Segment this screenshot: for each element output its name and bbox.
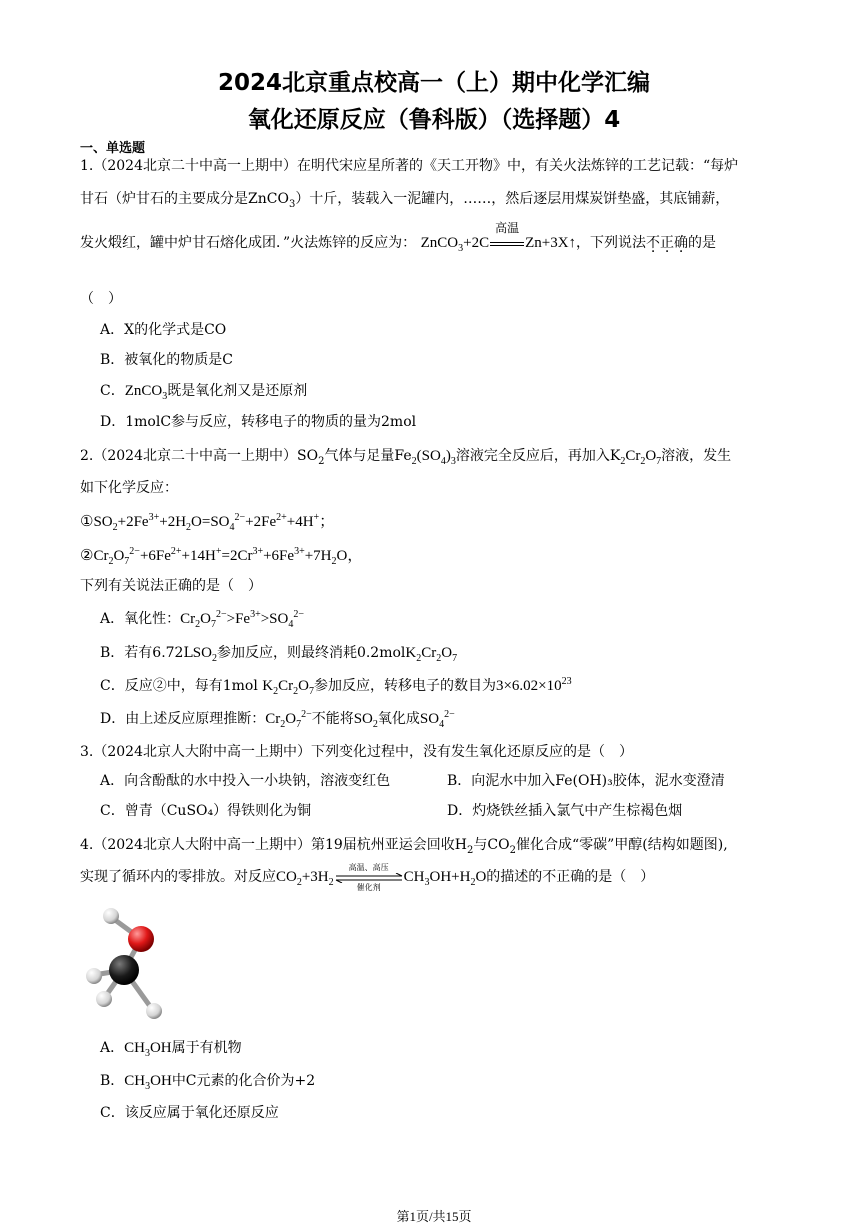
q1-equation: ZnCO$_3$+2C 高温 Zn+3X↑ [420,221,577,254]
q1-line1: 1.（2024北京二十中高一上期中）在明代宋应星所著的《天工开物》中，有关火法炼锌的工艺记载：“每炉 [80,158,739,174]
q4-line1: 4.（2024北京人大附中高一上期中）第19届杭州亚运会回收$H_2$与$CO_2$催化合成“零碳”甲醇(结构如题图), [80,837,728,856]
q1-not-emphasis: 不正确 [646,235,689,251]
q1-line2: 甘石（炉甘石的主要成分是ZnCO$_3$）十斤，装载入一泥罐内，……，然后逐层用煤炭饼垫盛，其底铺薪， [80,191,730,210]
q2-line2: 如下化学反应： [80,480,178,496]
q2-option-d[interactable]: D．由上述反应原理推断：$Cr_2O_7^{2-}$不能将$SO_2$氧化成$SO_4^{2-}$ [100,709,455,730]
q1-option-a[interactable]: A．X的化学式是CO [100,322,227,338]
reversible-arrow-icon: 高温、高压 催化剂 [334,869,404,885]
q1-line3: 发火煅红，罐中炉甘石熔化成团．”火法炼锌的反应为： ZnCO$_3$+2C 高温 Zn+3X↑，下列说法不正确的是 [80,221,717,254]
section-heading: 一、单选题 [80,141,146,156]
q2-option-b[interactable]: B．若有$6.72LSO_2$参加反应，则最终消耗$0.2molK_2Cr_2O_7$ [100,645,458,664]
q2-option-a[interactable]: A．氧化性：$Cr_2O_7^{2-}>Fe^{3+}>SO_4^{2-}$ [100,609,304,630]
q4-option-a[interactable]: A．$CH_3OH$属于有机物 [100,1040,242,1059]
document-title-line1: 2024北京重点校高一（上）期中化学汇编 [217,70,650,96]
q4-line2: 实现了循环内的零排放。对反应$CO_2+3H_2$ 高温、高压 催化剂 $CH_3OH+H_2O$的描述的不正确的是（ ） [80,863,655,892]
page-footer: 第1页/共15页 [396,1209,472,1224]
q4-option-b[interactable]: B．$CH_3OH$中C元素的化合价为+2 [100,1073,316,1092]
q2-ask: 下列有关说法正确的是（ ） [80,578,262,594]
q1-option-b[interactable]: B．被氧化的物质是C [100,352,233,368]
q1-option-d[interactable]: D．1molC参与反应，转移电子的物质的量为2mol [100,414,417,430]
q3-option-a[interactable]: A．向含酚酞的水中投入一小块钠，溶液变红色 [100,773,391,789]
q4-option-c[interactable]: C．该反应属于氧化还原反应 [100,1105,279,1121]
methanol-molecule-figure [80,900,170,1025]
q2-reaction-2: $②Cr_2O_7^{2-}+6Fe^{2+}+14H^+=2Cr^{3+}+6Fe^{3+}+7H_2O$， [80,546,363,567]
q2-line1: 2.（2024北京二十中高一上期中）$SO_2$气体与足量$Fe_2(SO_4)_3$溶液完全反应后，再加入$K_2Cr_2O_7$溶液，发生 [80,448,732,467]
q2-reaction-1: $①SO_2+2Fe^{3+}+2H_2O=SO_4^{2-}+2Fe^{2+}+4H^+$； [80,512,335,533]
q2-option-c[interactable]: C．反应②中，每有1mol $K_2Cr_2O_7$参加反应，转移电子的数目为$3\times 6.02\times 10^{23}$ [100,676,572,697]
q1-bracket: （ ） [80,291,122,307]
q3-option-d[interactable]: D．灼烧铁丝插入氯气中产生棕褐色烟 [447,803,683,819]
q3-option-b[interactable]: B．向泥水中加入Fe(OH)₃胶体，泥水变澄清 [447,773,725,789]
document-title-line2: 氧化还原反应（鲁科版）（选择题）4 [247,107,621,133]
q3-line1: 3.（2024北京人大附中高一上期中）下列变化过程中，没有发生氧化还原反应的是（ ） [80,744,633,760]
q1-option-c[interactable]: C．ZnCO$_3$既是氧化剂又是还原剂 [100,383,308,402]
q3-option-c[interactable]: C．曾青（CuSO₄）得铁则化为铜 [100,803,312,819]
